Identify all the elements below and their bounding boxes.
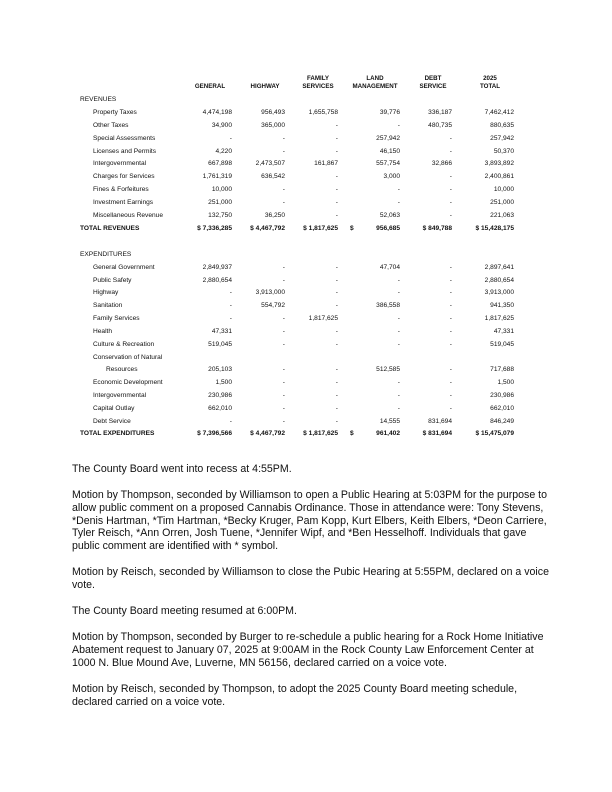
cell-debt: - — [449, 302, 452, 310]
header-highway: HIGHWAY — [250, 83, 280, 90]
table-row — [80, 380, 520, 393]
cell-total: 880,635 — [490, 121, 514, 129]
cell-total: 221,063 — [490, 212, 514, 220]
cell-land: 52,063 — [379, 212, 400, 220]
cell-debt: - — [449, 378, 452, 386]
cell-general: 519,045 — [208, 341, 232, 349]
cell-land: - — [397, 186, 400, 194]
row-label: Family Services — [93, 315, 140, 323]
cell-highway: 3,913,000 — [255, 289, 285, 297]
cell-family: - — [335, 302, 338, 310]
total-general: $ 7,396,566 — [197, 430, 232, 438]
cell-general: 251,000 — [208, 199, 232, 207]
cell-general: 4,220 — [215, 147, 232, 155]
cell-highway: - — [282, 134, 285, 142]
cell-land: - — [397, 378, 400, 386]
row-label: Conservation of Natural — [93, 353, 163, 361]
row-label: Capital Outlay — [93, 404, 135, 412]
cell-land: 257,942 — [376, 134, 400, 142]
cell-debt: - — [449, 186, 452, 194]
cell-total: 519,045 — [490, 341, 514, 349]
cell-highway: - — [282, 276, 285, 284]
cell-general: 2,849,937 — [202, 263, 232, 271]
cell-general: 230,986 — [208, 391, 232, 399]
cell-land: - — [397, 121, 400, 129]
cell-general: - — [229, 289, 232, 297]
table-row — [80, 123, 520, 136]
cell-general: 34,900 — [211, 121, 232, 129]
revenue-rows — [80, 110, 520, 226]
row-label: General Government — [93, 263, 155, 271]
cell-debt: - — [449, 391, 452, 399]
cell-highway: - — [282, 263, 285, 271]
cell-family: - — [335, 404, 338, 412]
cell-highway: 956,493 — [261, 108, 285, 116]
cell-highway: 636,542 — [261, 173, 285, 181]
total-label: TOTAL REVENUES — [80, 224, 140, 232]
table-row — [80, 342, 520, 355]
cell-total: 2,400,861 — [484, 173, 514, 181]
cell-debt: - — [449, 404, 452, 412]
cell-general: 4,474,198 — [202, 108, 232, 116]
cell-total: 2,897,641 — [484, 263, 514, 271]
cell-total: 662,010 — [490, 404, 514, 412]
cell-total: 1,817,625 — [484, 315, 514, 323]
total-highway: $ 4,467,792 — [250, 224, 285, 232]
cell-family: 161,867 — [314, 160, 338, 168]
cell-total: 2,880,654 — [484, 276, 514, 284]
cell-general: 132,750 — [208, 212, 232, 220]
cell-family: - — [335, 134, 338, 142]
cell-family: - — [335, 147, 338, 155]
row-label: Fines & Forfeitures — [93, 186, 149, 194]
cell-land: 3,000 — [383, 173, 400, 181]
cell-total: 257,942 — [490, 134, 514, 142]
cell-general: - — [229, 417, 232, 425]
cell-land: - — [397, 391, 400, 399]
cell-highway: - — [282, 341, 285, 349]
row-label: Intergovernmental — [93, 391, 147, 399]
cell-total: 941,350 — [490, 302, 514, 310]
cell-highway: 554,792 — [261, 302, 285, 310]
table-row — [80, 213, 520, 226]
cell-total: 1,500 — [497, 378, 514, 386]
minutes-paragraph: The County Board meeting resumed at 6:00PM. — [72, 605, 297, 618]
cell-family: - — [335, 186, 338, 194]
total-debt: $ 831,694 — [422, 430, 452, 438]
cell-highway: - — [282, 404, 285, 412]
cell-highway: 365,000 — [261, 121, 285, 129]
cell-general: 667,898 — [208, 160, 232, 168]
cell-general: - — [229, 302, 232, 310]
cell-debt: 831,694 — [428, 417, 452, 425]
revenues-heading: REVENUES — [80, 96, 117, 103]
cell-land: - — [397, 289, 400, 297]
cell-debt: - — [449, 173, 452, 181]
cell-debt: - — [449, 147, 452, 155]
row-label: Miscellaneous Revenue — [93, 212, 164, 220]
cell-family: 1,655,758 — [308, 108, 338, 116]
cell-land: - — [397, 199, 400, 207]
cell-total: 3,893,892 — [484, 160, 514, 168]
total-debt: $ 849,788 — [422, 224, 452, 232]
header-general: GENERAL — [194, 83, 226, 90]
row-label: Culture & Recreation — [93, 341, 155, 349]
cell-highway: 36,250 — [264, 212, 285, 220]
row-label: Sanitation — [93, 302, 123, 310]
row-label: Other Taxes — [93, 121, 129, 129]
table-row — [80, 393, 520, 406]
header-debt-service: DEBT SERVICE — [419, 75, 447, 90]
cell-debt: - — [449, 328, 452, 336]
cell-land: - — [397, 404, 400, 412]
row-label: Investment Earnings — [93, 199, 154, 207]
row-label: Licenses and Permits — [93, 147, 157, 155]
cell-land: - — [397, 341, 400, 349]
total-family: $ 1,817,625 — [303, 430, 338, 438]
header-land-management: LAND MANAGEMENT — [352, 75, 398, 90]
cell-highway: - — [282, 186, 285, 194]
total-expenditures-row — [80, 431, 520, 444]
cell-family: - — [335, 212, 338, 220]
row-label: Public Safety — [93, 276, 132, 284]
cell-debt: - — [449, 199, 452, 207]
dollar-sign: $ — [350, 224, 354, 232]
cell-general: 1,500 — [215, 378, 232, 386]
header-family-services: FAMILY SERVICES — [302, 75, 334, 90]
cell-general: 47,331 — [211, 328, 232, 336]
cell-debt: - — [449, 263, 452, 271]
cell-highway: - — [282, 365, 285, 373]
meeting-minutes — [72, 463, 552, 722]
cell-family: - — [335, 289, 338, 297]
cell-land: 386,558 — [376, 302, 400, 310]
minutes-paragraph: The County Board went into recess at 4:55PM. — [72, 463, 292, 475]
cell-family: - — [335, 365, 338, 373]
row-label-continued: Resources — [106, 365, 138, 373]
total-revenues-row — [80, 226, 520, 239]
table-row — [80, 136, 520, 149]
cell-highway: - — [282, 417, 285, 425]
cell-land: - — [397, 276, 400, 284]
cell-land: 46,150 — [379, 147, 400, 155]
cell-total: 47,331 — [493, 328, 514, 336]
cell-total: 50,370 — [493, 147, 514, 155]
row-label: Property Taxes — [93, 108, 137, 116]
cell-family: - — [335, 341, 338, 349]
minutes-paragraph: Motion by Reisch, seconded by Thompson, to adopt the 2025 County Board meeting schedule, declared carried on a voice vote. — [72, 682, 518, 708]
cell-family: - — [335, 276, 338, 284]
table-row — [80, 355, 520, 380]
cell-general: - — [229, 315, 232, 323]
total-total: $ 15,428,175 — [475, 224, 514, 232]
cell-highway: 2,473,507 — [255, 160, 285, 168]
total-highway: $ 4,467,792 — [250, 430, 285, 438]
cell-family: - — [335, 328, 338, 336]
cell-family: - — [335, 263, 338, 271]
expenditure-rows — [80, 265, 520, 432]
minutes-paragraph: Motion by Thompson, seconded by Williamson to open a Public Hearing at 5:03PM for the purpose to allow public comment on a proposed Cannabis Ordinance. Those in attendance were: Tony Stevens, *Denis Hartman, *Tim Hartman, *Becky Kruger, Pam Kopp, Kurt Elbers, Keith Elbers, *Deon Carriere, Tyler Reisch, *Ann Orren, Josh Tuene, *Jennifer Wipf, and *Ben Hesselhoff. Individuals that gave public comment are identified with * symbol. — [72, 489, 548, 553]
cell-family: - — [335, 173, 338, 181]
table-row — [80, 303, 520, 316]
row-label: Special Assessments — [93, 134, 156, 142]
row-label: Charges for Services — [93, 173, 155, 181]
total-land: 956,685 — [376, 224, 400, 232]
row-label: Highway — [93, 289, 119, 297]
row-label: Intergovernmental — [93, 160, 147, 168]
row-label: Health — [93, 328, 113, 336]
total-label: TOTAL EXPENDITURES — [80, 430, 155, 438]
table-row — [80, 265, 520, 278]
cell-general: 10,000 — [211, 186, 232, 194]
cell-family: - — [335, 391, 338, 399]
cell-highway: - — [282, 199, 285, 207]
row-label: Debt Service — [93, 417, 131, 425]
minutes-paragraph: Motion by Reisch, seconded by Williamson to close the Pubic Hearing at 5:55PM, declared on a voice vote. — [72, 566, 549, 591]
table-row — [80, 290, 520, 303]
cell-general: 1,761,319 — [202, 173, 232, 181]
cell-land: 47,704 — [379, 263, 400, 271]
cell-general: 662,010 — [208, 404, 232, 412]
cell-debt: - — [449, 315, 452, 323]
cell-debt: 32,866 — [431, 160, 452, 168]
cell-debt: - — [449, 134, 452, 142]
cell-family: 1,817,625 — [308, 315, 338, 323]
cell-highway: - — [282, 378, 285, 386]
table-header — [80, 75, 520, 97]
cell-family: - — [335, 378, 338, 386]
budget-table — [80, 75, 520, 444]
table-row — [80, 406, 520, 419]
cell-general: 205,103 — [208, 365, 232, 373]
row-label: Economic Development — [93, 378, 163, 386]
cell-debt: - — [449, 212, 452, 220]
cell-highway: - — [282, 328, 285, 336]
cell-total: 7,462,412 — [484, 108, 514, 116]
cell-debt: 336,187 — [428, 108, 452, 116]
table-row — [80, 110, 520, 123]
total-general: $ 7,336,285 — [197, 224, 232, 232]
dollar-sign: $ — [350, 430, 354, 438]
cell-family: - — [335, 199, 338, 207]
cell-highway: - — [282, 315, 285, 323]
expenditures-heading: EXPENDITURES — [80, 250, 132, 258]
total-land: 961,402 — [376, 430, 400, 438]
cell-land: - — [397, 315, 400, 323]
cell-total: 3,913,000 — [484, 289, 514, 297]
cell-debt: 480,735 — [428, 121, 452, 129]
cell-debt: - — [449, 289, 452, 297]
table-row — [80, 316, 520, 329]
cell-land: 557,754 — [376, 160, 400, 168]
cell-highway: - — [282, 391, 285, 399]
minutes-paragraph: Motion by Thompson, seconded by Burger to re-schedule a public hearing for a Rock Home Initiative Abatement request to January 07, 2025 at 9:00AM in the Rock County Law Enforcement Center at 1000 N. Blue Mound Ave, Luverne, MN 56156, declared carried on a voice vote. — [72, 631, 544, 669]
cell-total: 230,986 — [490, 391, 514, 399]
cell-land: 14,555 — [379, 417, 400, 425]
cell-land: 512,585 — [376, 365, 400, 373]
total-family: $ 1,817,625 — [303, 224, 338, 232]
cell-highway: - — [282, 147, 285, 155]
cell-land: - — [397, 328, 400, 336]
cell-land: 39,776 — [379, 108, 400, 116]
cell-family: - — [335, 417, 338, 425]
cell-total: 846,249 — [490, 417, 514, 425]
cell-general: 2,880,654 — [202, 276, 232, 284]
cell-total: 251,000 — [490, 199, 514, 207]
cell-family: - — [335, 121, 338, 129]
table-row — [80, 278, 520, 291]
cell-debt: - — [449, 365, 452, 373]
cell-debt: - — [449, 341, 452, 349]
total-total: $ 15,475,079 — [475, 430, 514, 438]
cell-debt: - — [449, 276, 452, 284]
cell-general: - — [229, 134, 232, 142]
table-row — [80, 149, 520, 162]
cell-total: 717,688 — [490, 365, 514, 373]
cell-total: 10,000 — [493, 186, 514, 194]
header-total: 2025 TOTAL — [479, 75, 501, 90]
